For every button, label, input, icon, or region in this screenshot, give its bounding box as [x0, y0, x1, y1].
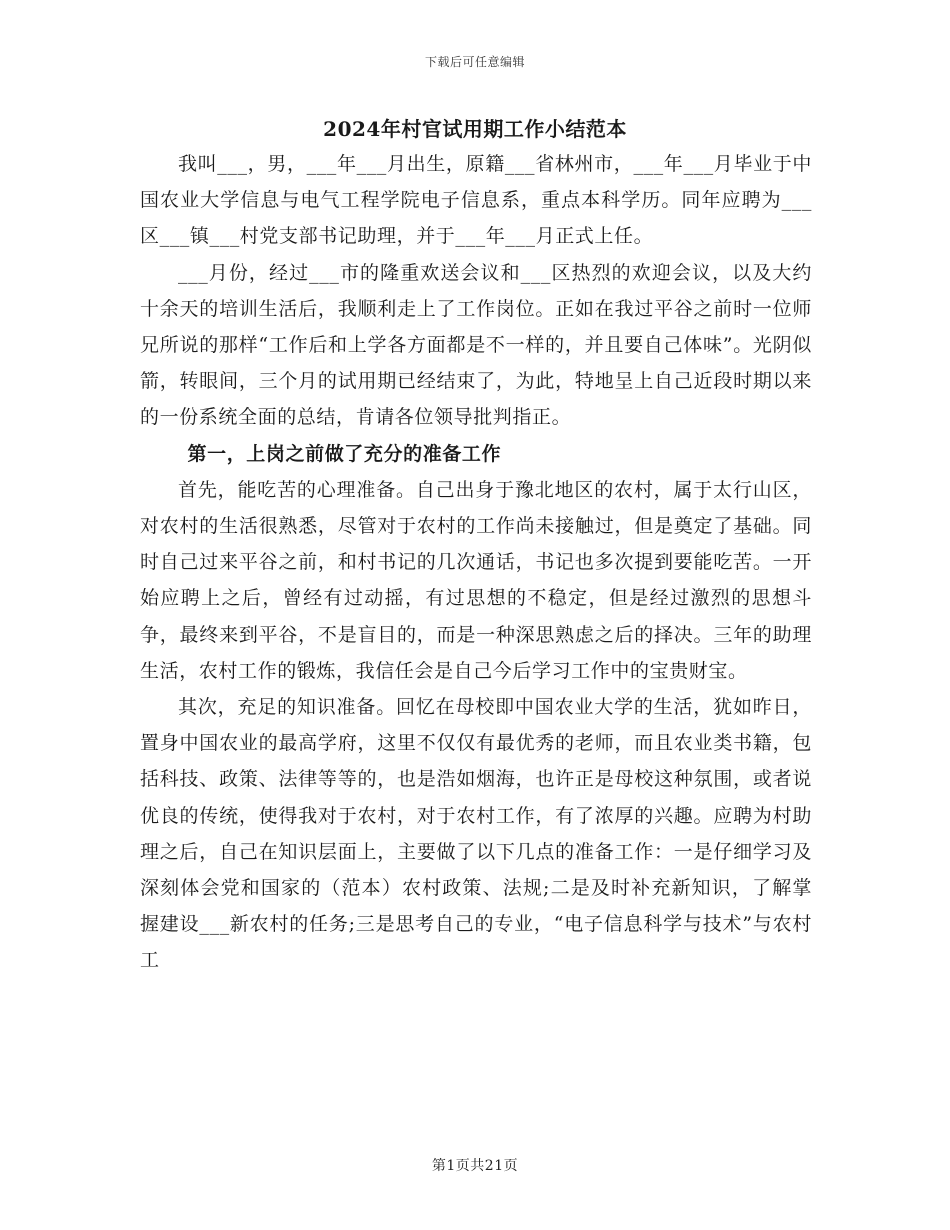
paragraph-arrival: ___月份，经过___市的隆重欢送会议和___区热烈的欢迎会议，以及大约十余天的培训生活后，我顺利走上了工作岗位。正如在我过平谷之前时一位师兄所说的那样“工作后和上学各方面都是不一样的，并且要自己体味”。光阴似箭，转眼间，三个月的试用期已经结束了，为此，特地呈上自己近段时期以来的一份系统全面的总结，肯请各位领导批判指正。	[140, 261, 812, 429]
document-body	[140, 146, 812, 979]
paragraph-knowledge-preparation: 其次，充足的知识准备。回忆在母校即中国农业大学的生活，犹如昨日，置身中国农业的最高学府，这里不仅仅有最优秀的老师，而且农业类书籍，包括科技、政策、法律等等的，也是浩如烟海，也许正是母校这种氛围，或者说优良的传统，使得我对于农村，对于农村工作，有了浓厚的兴趣。应聘为村助理之后，自己在知识层面上，主要做了以下几点的准备工作：一是仔细学习及深刻体会党和国家的（范本）农村政策、法规;二是及时补充新知识，了解掌握建设___新农村的任务;三是思考自己的专业，“电子信息科学与技术”与农村工	[140, 696, 812, 972]
page-header-note: 下载后可任意编辑	[424, 55, 525, 69]
document-title: 2024年村官试用期工作小结范本	[323, 117, 627, 141]
section-heading-preparation: 第一，上岗之前做了充分的准备工作	[187, 442, 502, 465]
paragraph-intro: 我叫___，男，___年___月出生，原籍___省林州市，___年___月毕业于中国农业大学信息与电气工程学院电子信息系，重点本科学历。同年应聘为___区___镇___村党支部书记助理，并于___年___月正式上任。	[140, 153, 812, 248]
page-footer-page-number: 第1页共21页	[431, 1158, 519, 1174]
paragraph-mental-preparation: 首先，能吃苦的心理准备。自己出身于豫北地区的农村，属于太行山区，对农村的生活很熟悉，尽管对于农村的工作尚未接触过，但是奠定了基础。同时自己过来平谷之前，和村书记的几次通话，书记也多次提到要能吃苦。一开始应聘上之后，曾经有过动摇，有过思想的不稳定，但是经过激烈的思想斗争，最终来到平谷，不是盲目的，而是一种深思熟虑之后的择决。三年的助理生活，农村工作的锻炼，我信任会是自己今后学习工作中的宝贵财宝。	[140, 478, 812, 682]
